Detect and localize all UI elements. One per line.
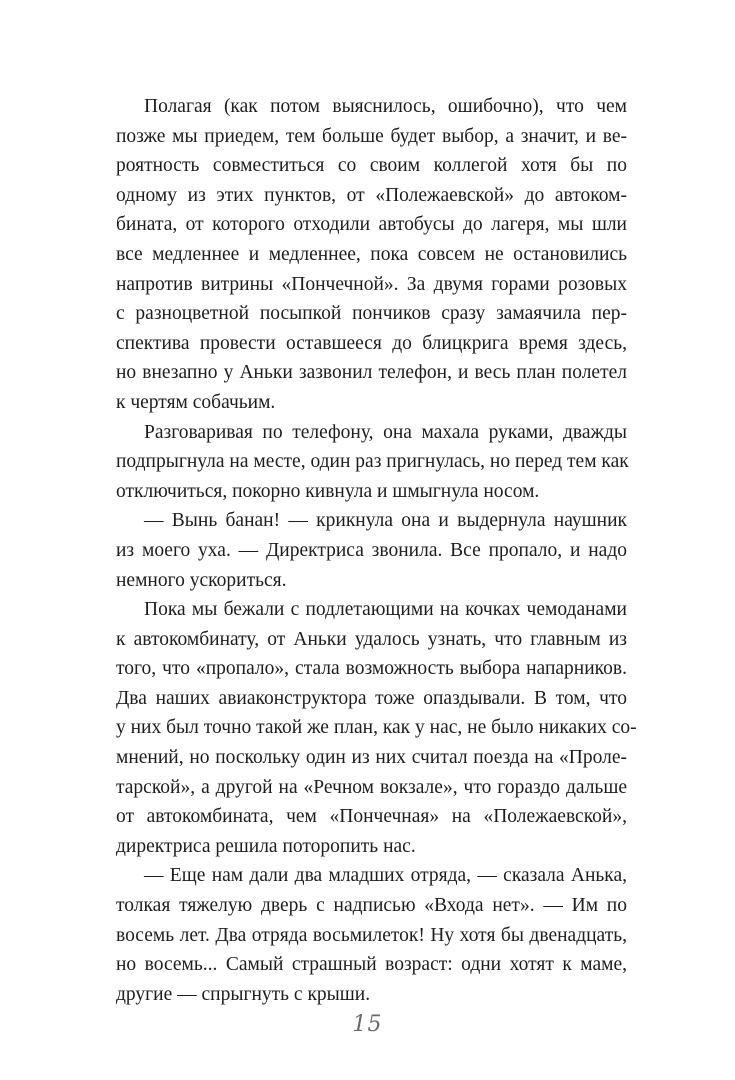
text-line: Пока мы бежали с подлетающими на кочках чемоданами	[144, 599, 627, 621]
text-line: отключиться, покорно кивнула и шмыгнула носом.	[116, 480, 540, 502]
paragraph-5	[116, 861, 627, 1009]
text-line: того, что «пропало», стала возможность выбора напарников.	[116, 658, 627, 680]
text-line: — Еще нам дали два младших отряда, — сказала Анька,	[144, 865, 627, 887]
body-text	[116, 92, 637, 1009]
text-line: бината, от которого отходили автобусы до лагеря, мы шли	[116, 214, 627, 236]
text-line: от автокомбината, чем «Пончечная» на «Полежаевской»,	[116, 806, 627, 828]
paragraph-3	[116, 506, 627, 595]
text-line: другие — спрыгнуть с крыши.	[116, 983, 371, 1005]
text-line: Разговаривая по телефону, она махала руками, дважды	[144, 421, 627, 443]
text-line: к автокомбинату, от Аньки удалось узнать, что главным из	[116, 628, 627, 650]
text-line: подпрыгнула на месте, один раз пригнулась, но перед тем как	[116, 451, 629, 473]
text-line: немного ускориться.	[116, 569, 287, 591]
text-line: спектива провести оставшееся до блицкрига время здесь,	[116, 332, 627, 354]
text-line: толкая тяжелую дверь с надписью «Входа нет». — Им по	[116, 895, 627, 917]
text-line: позже мы приедем, тем больше будет выбор, а значит, и ве-	[116, 125, 627, 147]
page-number: 15	[352, 1012, 383, 1037]
text-line: с разноцветной посыпкой пончиков сразу замаячила пер-	[116, 303, 627, 325]
paragraph-1	[116, 92, 627, 418]
text-line: напротив витрины «Пончечной». За двумя горами розовых	[116, 273, 627, 295]
text-line: тарской», а другой на «Речном вокзале», что гораздо дальше	[116, 776, 627, 798]
text-line: Два наших авиаконструктора тоже опаздывали. В том, что	[116, 687, 627, 709]
text-line: одному из этих пунктов, от «Полежаевской» до автоком-	[116, 184, 627, 206]
text-line: все медленнее и медленнее, пока совсем не остановились	[116, 243, 627, 265]
text-line: из моего уха. — Директриса звонила. Все пропало, и надо	[116, 539, 627, 561]
text-line: у них был точно такой же план, как у нас, не было никаких со-	[116, 717, 637, 739]
paragraph-2	[116, 418, 627, 507]
text-line: мнений, но поскольку один из них считал поезда на «Проле-	[116, 747, 627, 769]
text-line: директриса решила поторопить нас.	[116, 835, 416, 857]
text-line: восемь лет. Два отряда восьмилеток! Ну хотя бы двенадцать,	[116, 924, 627, 946]
text-line: Полагая (как потом выяснилось, ошибочно), что чем	[144, 96, 627, 117]
paragraph-4	[116, 595, 637, 861]
text-line: но внезапно у Аньки зазвонил телефон, и весь план полетел	[116, 362, 627, 384]
text-line: к чертям собачьим.	[116, 391, 276, 413]
text-line: — Вынь банан! — крикнула она и выдернула наушник	[144, 510, 627, 532]
text-line: но восемь... Самый страшный возраст: одни хотят к маме,	[116, 954, 627, 976]
text-line: роятность совместиться со своим коллегой хотя бы по	[116, 155, 627, 177]
